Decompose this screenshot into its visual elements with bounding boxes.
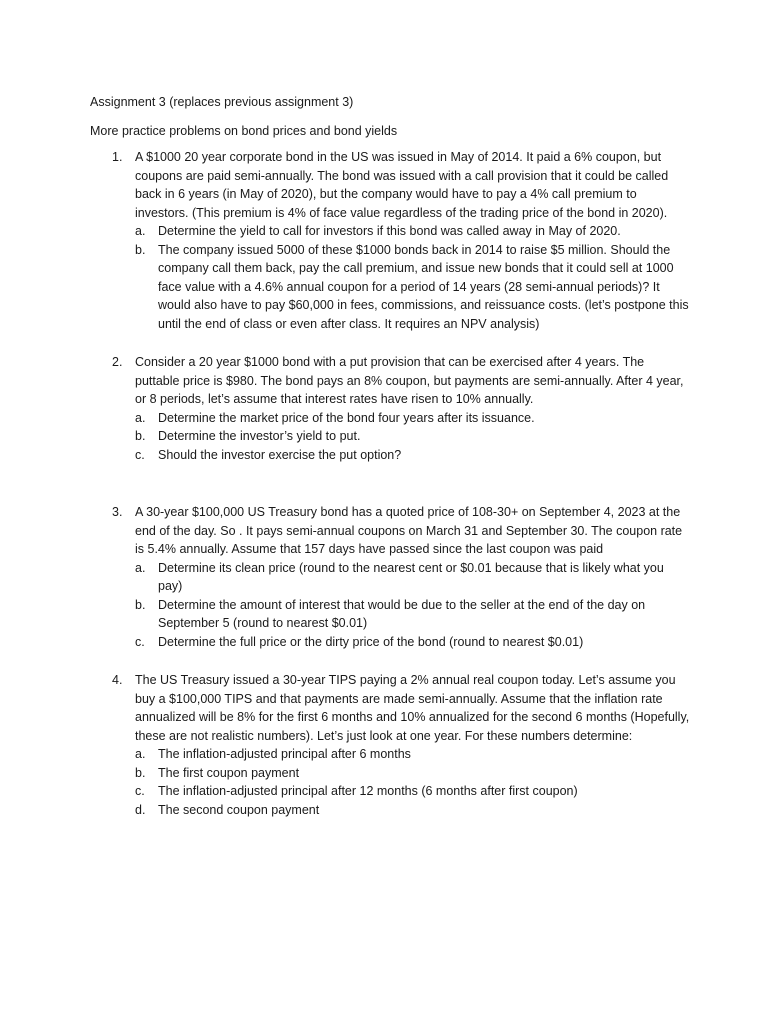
sub-question-text: Determine the investor’s yield to put. xyxy=(158,429,361,443)
sub-question-letter: a. xyxy=(135,410,146,425)
question-number: 3. xyxy=(112,505,123,519)
question-2 xyxy=(90,353,690,464)
sub-question-letter: b. xyxy=(135,242,146,257)
sub-question-list xyxy=(135,559,690,652)
sub-question-letter: c. xyxy=(135,634,145,649)
question-text: A $1000 20 year corporate bond in the US was issued in May of 2014. It paid a 6% coupon, but coupons are paid semi-annually. The bond was issued with a call provision that it could be called back in 6 years (in May of 2020), but the company would have to pay a 4% call premium to investors. (This premium is 4% of face value regardless of the trading price of the bond in 2020). xyxy=(135,150,669,220)
sub-question-letter: c. xyxy=(135,784,145,798)
sub-question xyxy=(135,222,690,241)
question-text: The US Treasury issued a 30-year TIPS paying a 2% annual real coupon today. Let’s assume you buy a $100,000 TIPS and that payments are made semi-annually. Assume that the inflation rate annualized will be 8% for the first 6 months and 10% annualized for the second 6 months (Hopefully, these are not realistic numbers). Let’s just look at one year. For these numbers determine: xyxy=(135,673,690,743)
document-page xyxy=(90,93,690,819)
question-number: 2. xyxy=(112,355,123,369)
sub-question xyxy=(135,764,690,783)
sub-question xyxy=(135,427,690,446)
sub-question xyxy=(135,409,690,428)
sub-question xyxy=(135,559,690,596)
sub-question xyxy=(135,446,690,465)
document-title: Assignment 3 (replaces previous assignment 3) xyxy=(90,95,354,109)
sub-question-letter: c. xyxy=(135,447,145,462)
sub-question xyxy=(135,633,690,652)
sub-question-letter: d. xyxy=(135,802,146,817)
sub-question-text: The company issued 5000 of these $1000 bonds back in 2014 to raise $5 million. Should the company call them back, pay the call premium, and issue new bonds that it could sell at 1000 face value with a 4.6% annual coupon for a period of 14 years (28 semi-annual periods)? It would also have to pay $60,000 in fees, commissions, and reissuance costs. (let’s postpone this until the end of class or even after class. It requires an NPV analysis) xyxy=(158,242,689,331)
sub-question-text: The inflation-adjusted principal after 12 months (6 months after first coupon) xyxy=(158,784,578,798)
sub-question-letter: a. xyxy=(135,560,146,575)
sub-question-text: The second coupon payment xyxy=(158,802,320,817)
sub-question-list xyxy=(135,222,690,333)
sub-question-letter: b. xyxy=(135,429,146,443)
sub-question-letter: b. xyxy=(135,765,146,780)
sub-question xyxy=(135,782,690,801)
sub-question-text: Determine the yield to call for investors if this bond was called away in May of 2020. xyxy=(158,224,621,238)
sub-question-text: Determine its clean price (round to the nearest cent or $0.01 because that is likely what you pay) xyxy=(158,560,664,593)
sub-question-letter: a. xyxy=(135,747,146,761)
sub-question-list xyxy=(135,745,690,819)
sub-question-text: Determine the market price of the bond four years after its issuance. xyxy=(158,410,535,425)
document-subtitle: More practice problems on bond prices and bond yields xyxy=(90,123,398,138)
question-1 xyxy=(90,148,690,333)
sub-question-text: Determine the amount of interest that would be due to the seller at the end of the day on September 5 (round to nearest $0.01) xyxy=(158,597,646,630)
sub-question-text: The inflation-adjusted principal after 6 months xyxy=(158,747,411,761)
question-text: Consider a 20 year $1000 bond with a put provision that can be exercised after 4 years. The puttable price is $980. The bond pays an 8% coupon, but payments are semi-annually. After 4 year, or 8 periods, let’s assume that interest rates have risen to 10% annually. xyxy=(135,355,684,406)
sub-question-text: The first coupon payment xyxy=(158,765,300,780)
sub-question xyxy=(135,241,690,334)
question-text: A 30-year $100,000 US Treasury bond has a quoted price of 108-30+ on September 4, 2023 at the end of the day. So . It pays semi-annual coupons on March 31 and September 30. The coupon rate is 5.4% annually. Assume that 157 days have passed since the last coupon was paid xyxy=(135,505,683,556)
question-4 xyxy=(90,671,690,819)
sub-question-text: Determine the full price or the dirty price of the bond (round to nearest $0.01) xyxy=(158,634,584,649)
question-3 xyxy=(90,503,690,651)
question-number: 1. xyxy=(112,150,123,164)
sub-question-letter: b. xyxy=(135,597,146,612)
question-number: 4. xyxy=(112,673,123,687)
sub-question xyxy=(135,745,690,764)
sub-question xyxy=(135,801,690,820)
sub-question-text: Should the investor exercise the put option? xyxy=(158,447,402,462)
sub-question-letter: a. xyxy=(135,224,146,238)
sub-question xyxy=(135,596,690,633)
sub-question-list xyxy=(135,409,690,465)
